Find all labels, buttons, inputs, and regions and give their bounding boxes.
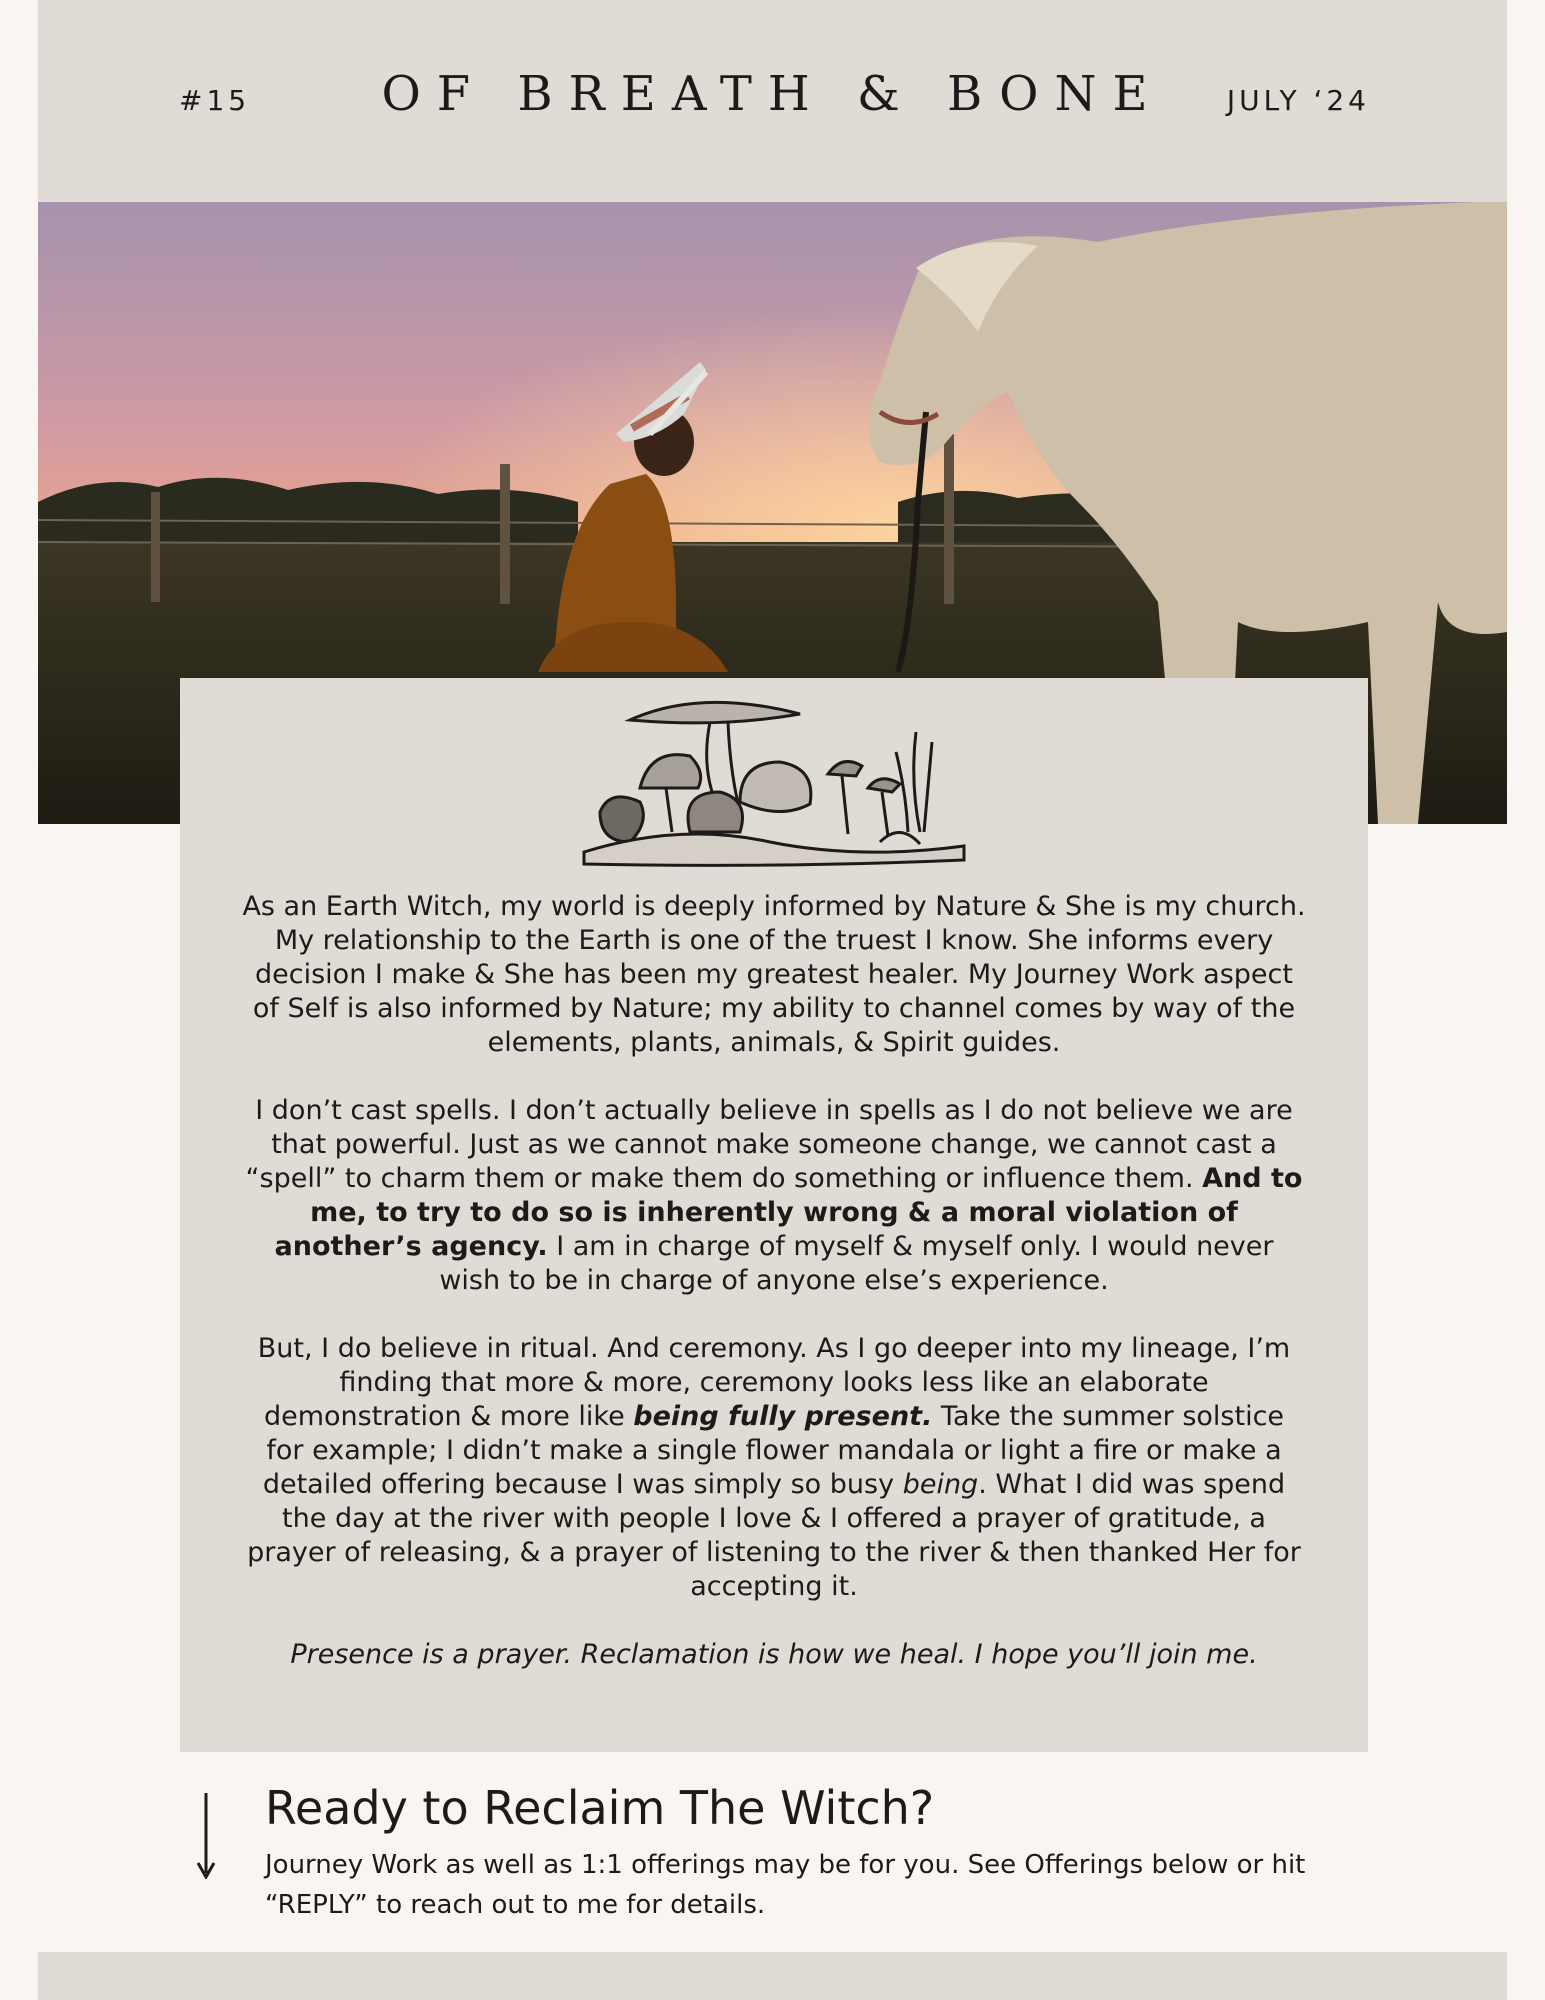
- emphasis-present: being fully present.: [633, 1401, 933, 1432]
- paragraph-ritual: But, I do believe in ritual. And ceremony. As I go deeper into my lineage, I’m finding that more & more, ceremony looks less like an elaborate demonstration & more like being fully present. Take the summer solstice for example; I didn’t make a single flower mandala or light a fire or make a detailed offering because I was simply so busy being. What I did was spend the day at the river with people I love & I offered a prayer of gratitude, a prayer of releasing, & a prayer of listening to the river & then thanked Her for accepting it.: [247, 1333, 1301, 1602]
- paragraph-earth-witch: As an Earth Witch, my world is deeply informed by Nature & She is my church. My relationship to the Earth is one of the truest I know. She informs every decision I make & She has been my greatest healer. My Journey Work aspect of Self is also informed by Nature; my ability to channel comes by way of the elements, plants, animals, & Spirit guides.: [242, 891, 1306, 1058]
- newsletter-title: OF BREATH & BONE: [381, 66, 1164, 122]
- article-body: [242, 890, 1306, 1672]
- cta-heading: Ready to Reclaim The Witch?: [265, 1781, 935, 1835]
- article-card: [180, 678, 1368, 1752]
- mushroom-engraving-icon: [580, 692, 968, 870]
- issue-number: #15: [179, 84, 251, 117]
- header: [38, 0, 1507, 202]
- arrow-down-icon: [194, 1793, 218, 1879]
- emphasis-agency: And to me, to try to do so is inherently wrong & a moral violation of another’s agency.: [274, 1163, 1303, 1262]
- issue-date: JULY ‘24: [1226, 84, 1370, 117]
- paragraph-spells: I don’t cast spells. I don’t actually believe in spells as I do not believe we are that powerful. Just as we cannot make someone change, we cannot cast a “spell” to charm them or make them do something or influence them. And to me, to try to do so is inherently wrong & a moral violation of another’s agency. I am in charge of myself & myself only. I would never wish to be in charge of anyone else’s experience.: [245, 1095, 1303, 1296]
- cta-description: Journey Work as well as 1:1 offerings may be for you. See Offerings below or hit “REPLY” to reach out to me for details.: [265, 1850, 1306, 1920]
- emphasis-being: being: [902, 1469, 979, 1500]
- footer-band: [38, 1952, 1507, 2000]
- call-to-action: [180, 1765, 1368, 1935]
- closing-line: Presence is a prayer. Reclamation is how we heal. I hope you’ll join me.: [290, 1639, 1258, 1670]
